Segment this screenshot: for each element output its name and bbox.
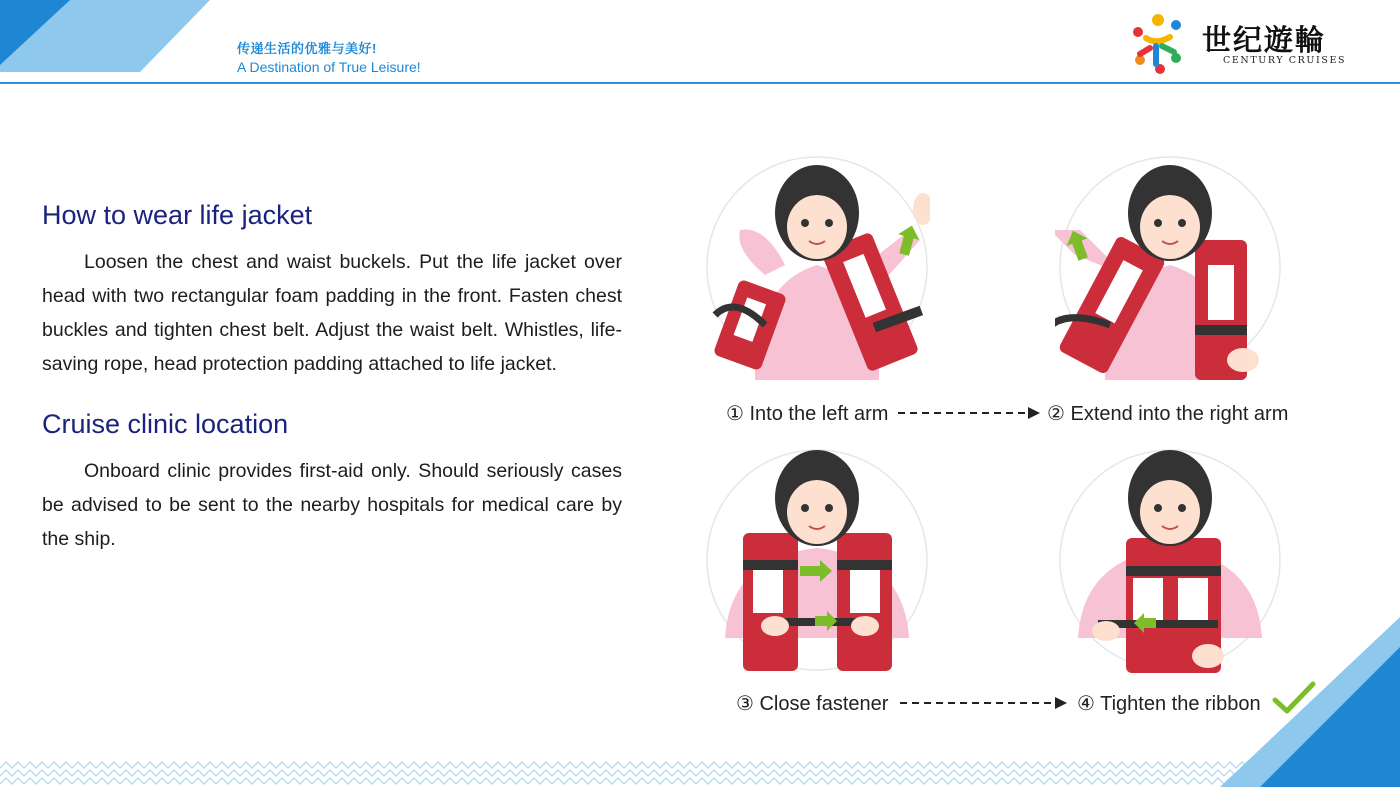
section-title-life-jacket: How to wear life jacket [42,200,313,230]
footer-corner-decoration [1220,617,1400,787]
logo-english-text: CENTURY CRUISES [1223,55,1347,66]
section-text-life-jacket: Loosen the chest and waist buckels. Put the life jacket over head with two rectangular foam padding in the front. Fasten chest buckles and tighten chest belt. Adjust the waist belt. Whistles, life-saving rope, head protection padding attached to life jacket. [42,251,622,375]
section-text-clinic: Onboard clinic provides first-aid only. Should seriously cases be advised to be sent to the nearby hospitals for medical care by the ship. [42,460,622,550]
step3-illustration [705,448,930,673]
header-divider [0,82,1400,84]
header-corner-decoration [0,0,215,75]
footer-pattern [0,760,1400,787]
arrow-icon [900,693,1070,713]
slogan [237,38,421,75]
step4-label: ④ Tighten the ribbon [1077,693,1261,715]
step2-label: ② Extend into the right arm [1047,403,1289,425]
slogan-english: A Destination of True Leisure! [237,59,421,75]
arrow-icon [898,403,1043,423]
step3-label: ③ Close fastener [736,693,889,715]
step2-illustration [1055,155,1285,380]
logo-chinese-text: 世纪遊輪 [1202,23,1327,57]
text-content [42,200,622,556]
step1-illustration [705,155,930,380]
section-title-clinic: Cruise clinic location [42,409,289,439]
step1-label: ① Into the left arm [726,403,889,425]
slogan-chinese: 传递生活的优雅与美好! [237,41,377,56]
